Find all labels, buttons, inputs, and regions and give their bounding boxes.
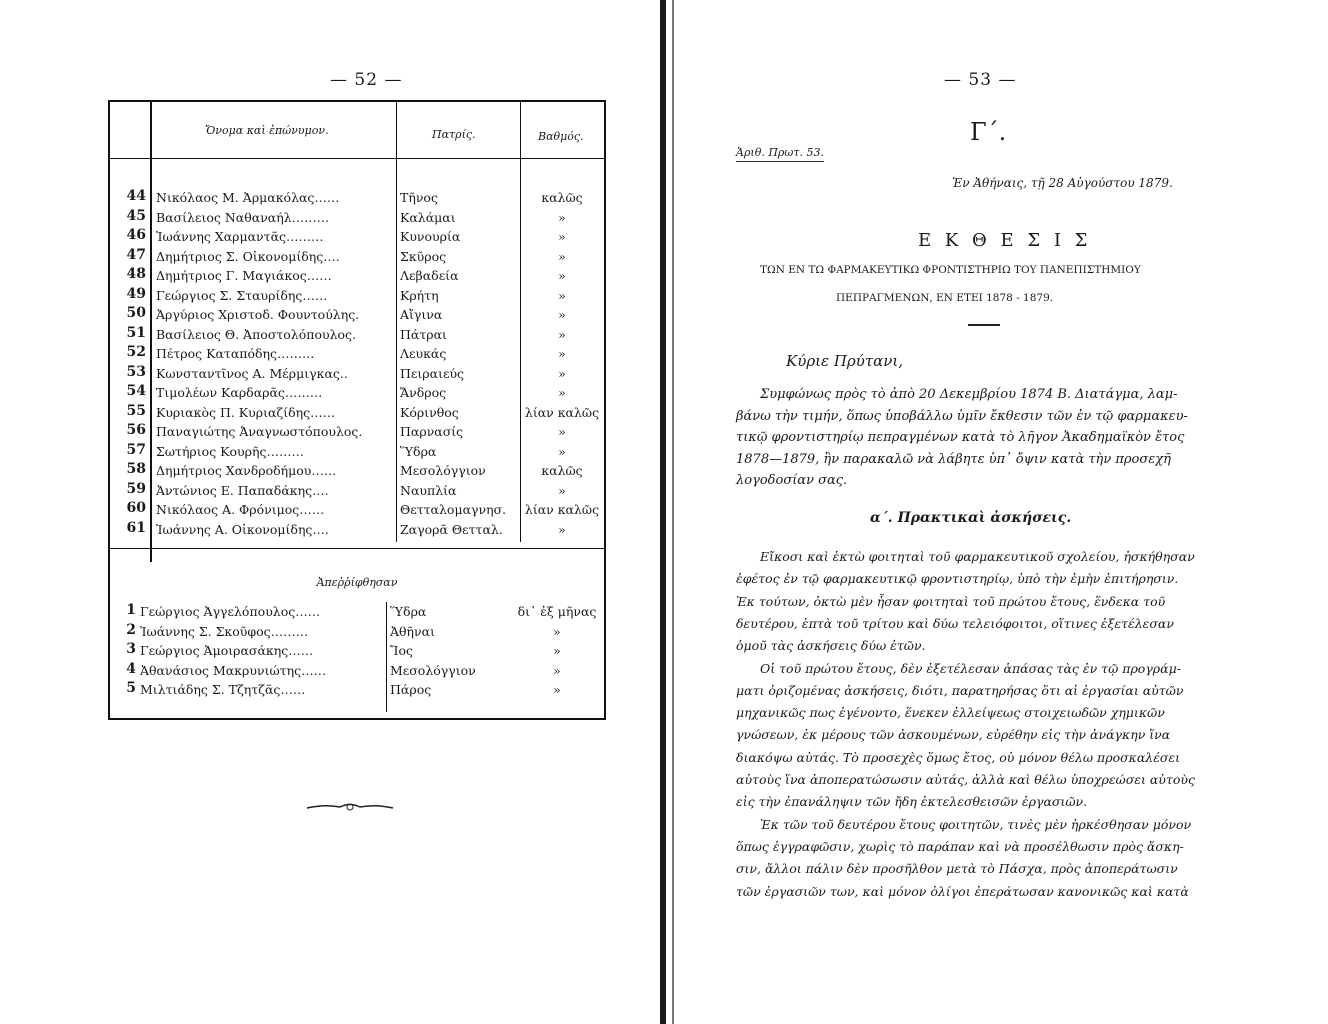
row-homeland: Μεσολόγγιον: [400, 463, 486, 478]
body-line: δευτέρου, ἑπτὰ τοῦ τρίτου καὶ δύω τελειόφοιτοι, οἵτινες ἐξετέλεσαν: [736, 615, 1174, 631]
row-homeland: Αἴγινα: [400, 307, 443, 322]
row-homeland: Λευκάς: [400, 346, 447, 361]
row-name: Δημήτριος Γ. Μαγιάκος……: [156, 268, 332, 283]
table-rejected-rule: [110, 548, 604, 549]
row-name: Τιμολέων Καρδαρᾶς………: [156, 385, 323, 400]
row-homeland: Καλάμαι: [400, 209, 456, 225]
intro-line: λογοδοσίαν σας.: [736, 473, 848, 488]
students-table: [108, 100, 606, 720]
rejected-homeland: Ὕδρα: [390, 604, 427, 619]
row-name: Ἰωάννης Α. Οἰκονομίδης….: [156, 521, 329, 537]
body-line: Εἴκοσι καὶ ἑκτὼ φοιτηταὶ τοῦ φαρμακευτικοῦ σχολείου, ἠσκήθησαν: [760, 549, 1195, 564]
row-number: 60: [126, 500, 146, 516]
section-heading: α´. Πρακτικαὶ ἀσκήσεις.: [870, 510, 1072, 526]
rejected-grade: δι᾽ ἐξ μῆνας: [517, 604, 597, 619]
row-number: 48: [126, 266, 146, 282]
row-homeland: Κόρινθος: [400, 404, 459, 420]
intro-line: Συμφώνως πρὸς τὸ ἀπὸ 20 Δεκεμβρίου 1874 Β. Διατάγμα, λαμ-: [760, 387, 1178, 402]
section-letter: Γ´.: [970, 118, 1007, 146]
row-number: 50: [126, 305, 146, 321]
row-homeland: Σκῦρος: [400, 248, 447, 264]
rejected-name: Ἀθανάσιος Μακρυνιώτης……: [140, 662, 327, 678]
row-grade: »: [558, 482, 566, 498]
row-number: 45: [126, 207, 146, 224]
intro-line: τικῷ φροντιστηρίῳ πεπραγμένων κατὰ τὸ λῆγον Ἀκαδημαϊκὸν ἔτος: [736, 430, 1185, 445]
title-rule: [968, 324, 1000, 326]
row-name: Ἰωάννης Χαρμαντᾶς………: [156, 229, 324, 244]
table-num-column-rule: [150, 102, 152, 562]
row-homeland: Κυνουρία: [400, 229, 461, 244]
row-homeland: Κρήτη: [400, 287, 439, 303]
row-grade: »: [558, 443, 566, 459]
ornament-divider: [305, 800, 395, 814]
row-grade: »: [558, 209, 566, 225]
rejected-homeland: Μεσολόγγιον: [390, 662, 476, 678]
row-number: 57: [126, 441, 146, 458]
page-number-right: — 53 —: [944, 70, 1017, 90]
rejected-grade: »: [553, 662, 561, 678]
row-number: 58: [126, 461, 146, 477]
body-line: διακόψω αὐτάς. Τὸ προσεχὲς ὅμως ἔτος, οὐ μόνον θέλω προσκαλέσει: [736, 749, 1181, 765]
row-name: Βασίλειος Θ. Ἀποστολόπουλος.: [156, 326, 357, 342]
row-name: Δημήτριος Σ. Οἰκονομίδης….: [156, 248, 340, 264]
row-number: 56: [126, 422, 146, 438]
body-line: μηχανικῶς πως ἐγένοντο, ἕνεκεν ἐλλείψεως στοιχειωδῶν χημικῶν: [736, 705, 1165, 721]
row-grade: »: [558, 365, 566, 381]
report-title: Ε Κ Θ Ε Σ Ι Σ: [918, 230, 1092, 251]
row-number: 46: [126, 227, 146, 243]
rejected-number: 4: [126, 660, 136, 677]
row-number: 59: [126, 480, 146, 497]
row-name: Βασίλειος Ναθαναήλ………: [156, 209, 330, 225]
rejected-name: Ἰωάννης Σ. Σκοῦφος………: [140, 623, 309, 639]
row-number: 54: [126, 383, 146, 399]
rejected-number: 1: [126, 602, 136, 618]
row-grade: »: [558, 521, 566, 537]
row-grade: »: [558, 424, 566, 439]
rejected-name-column-rule: [386, 602, 387, 712]
rejected-number: 3: [126, 641, 136, 657]
row-name: Κυριακὸς Π. Κυριαζίδης……: [156, 404, 336, 420]
rejected-name: Γεώργιος Ἀμοιρασάκης……: [140, 643, 314, 658]
row-name: Γεώργιος Σ. Σταυρίδης……: [156, 287, 328, 303]
salutation: Κύριε Πρύτανι,: [786, 352, 904, 370]
row-name: Πέτρος Καταπόδης………: [156, 346, 315, 361]
rejected-grade: »: [553, 682, 561, 697]
binding-gutter: [660, 0, 666, 1024]
body-line: γνώσεων, ἐκ μέρους τῶν ἀσκουμένων, εὑρέθην εἰς τὴν ἀνάγκην ἵνα: [736, 727, 1171, 743]
body-line: ὁμοῦ τὰς ἀσκήσεις δύω ἐτῶν.: [736, 638, 926, 654]
row-number: 61: [126, 519, 146, 536]
row-grade: λίαν καλῶς: [524, 404, 600, 420]
table-name-column-rule: [396, 102, 397, 542]
body-line: αὐτοὺς ἵνα ἀποπερατώσωσιν αὐτάς, ἀλλὰ καὶ θέλω ὑποχρεώσει αὐτοὺς: [736, 772, 1195, 787]
row-grade: λίαν καλῶς: [524, 502, 600, 517]
binding-gutter-edge: [672, 0, 674, 1024]
row-grade: »: [558, 385, 566, 400]
row-number: 49: [126, 285, 146, 302]
row-name: Παναγιώτης Ἀναγνωστόπουλος.: [156, 424, 363, 439]
rejected-homeland: Ἀθῆναι: [390, 623, 435, 639]
rejected-grade: »: [553, 623, 561, 639]
row-grade: »: [558, 268, 566, 283]
body-line: εἰς τὴν ἐπανάληψιν τῶν ἤδη ἐκτελεσθεισῶν ἐργασιῶν.: [736, 794, 1088, 810]
rejected-name: Μιλτιάδης Σ. Τζητζᾶς……: [140, 682, 306, 697]
row-name: Νικόλαος Α. Φρόνιμος……: [156, 502, 325, 517]
rejected-title: Ἀπεῤῥίφθησαν: [316, 576, 398, 589]
rejected-grade: »: [553, 643, 561, 658]
rejected-number: 2: [126, 621, 136, 638]
rejected-homeland: Πάρος: [390, 682, 432, 697]
row-homeland: Ζαγορᾶ Θετταλ.: [400, 521, 503, 537]
body-line: ματι ὁριζομένας ἀσκήσεις, διότι, παρατηρήσας ὅτι αἱ ἐργασίαι αὐτῶν: [736, 682, 1184, 698]
body-line: σιν, ἄλλοι πάλιν δὲν προσῆλθον μετὰ τὸ Πάσχα, πρὸς ἀποπεράτωσιν: [736, 861, 1178, 877]
row-name: Κωνσταντῖνος Α. Μέρμιγκας..: [156, 365, 348, 381]
body-line: ἐφέτος ἐν τῷ φαρμακευτικῷ φροντιστηρίῳ, ὑπὸ τὴν ἐμὴν ἐπιτήρησιν.: [736, 571, 1179, 587]
row-grade: »: [558, 287, 566, 303]
row-homeland: Λεβαδεία: [400, 268, 459, 283]
report-subtitle-2: ΠΕΠΡΑΓΜΕΝΩΝ, ΕΝ ΕΤΕΙ 1878 - 1879.: [836, 292, 1054, 304]
rejected-homeland: Ἴος: [390, 643, 414, 658]
header-grade: Βαθμός.: [538, 130, 584, 143]
row-name: Ἀντώνιος Ε. Παπαδάκης….: [156, 482, 329, 498]
row-grade: καλῶς: [541, 463, 583, 478]
row-name: Δημήτριος Χανδροδήμου……: [156, 463, 337, 478]
row-grade: »: [558, 307, 566, 322]
body-line: τῶν ἐργασιῶν των, καὶ μόνον ὀλίγοι ἐπεράτωσαν κανονικῶς καὶ κατὰ: [736, 883, 1189, 899]
row-number: 44: [126, 188, 146, 204]
header-name: Ὄνομα καὶ ἐπώνυμον.: [205, 124, 329, 137]
row-number: 53: [126, 363, 146, 380]
row-homeland: Πειραιεύς: [400, 365, 465, 381]
page-number-left: — 52 —: [330, 70, 403, 90]
row-name: Σωτήριος Κουρῆς………: [156, 443, 304, 459]
letter-date: Ἐν Ἀθήναις, τῇ 28 Αὐγούστου 1879.: [952, 176, 1173, 190]
row-homeland: Ὕδρα: [400, 443, 437, 459]
intro-line: βάνω τὴν τιμήν, ὅπως ὑποβάλλω ὑμῖν ἔκθεσιν τῶν ἐν τῷ φαρμακευ-: [736, 408, 1188, 424]
row-homeland: Τῆνος: [400, 190, 438, 205]
protocol-number: Ἀριθ. Πρωτ. 53.: [736, 146, 824, 162]
body-line: Οἱ τοῦ πρώτου ἔτους, δὲν ἐξετέλεσαν ἁπάσας τὰς ἐν τῷ προγράμ-: [760, 660, 1181, 676]
row-homeland: Ναυπλία: [400, 482, 457, 498]
row-name: Ἀργύριος Χριστοδ. Φουντούλης.: [156, 307, 360, 322]
row-number: 52: [126, 344, 146, 360]
row-grade: »: [558, 346, 566, 361]
body-line: Ἐκ τῶν τοῦ δευτέρου ἔτους φοιτητῶν, τινὲς μὲν ἠρκέσθησαν μόνον: [760, 816, 1192, 832]
rejected-number: 5: [126, 680, 136, 696]
row-homeland: Ἄνδρος: [400, 385, 447, 400]
row-grade: »: [558, 326, 566, 342]
row-number: 51: [126, 324, 146, 341]
row-number: 55: [126, 402, 146, 419]
row-name: Νικόλαος Μ. Ἀρμακόλας……: [156, 190, 340, 205]
body-line: ὅπως ἐγγραφῶσιν, χωρὶς τὸ παράπαν καὶ νὰ προσέλθωσιν πρὸς ἄσκη-: [736, 838, 1184, 854]
row-grade: »: [558, 248, 566, 264]
row-number: 47: [126, 246, 146, 263]
row-homeland: Παρνασίς: [400, 424, 464, 439]
table-header-rule: [110, 158, 604, 159]
header-homeland: Πατρίς.: [432, 128, 476, 141]
row-homeland: Πάτραι: [400, 326, 447, 342]
row-grade: καλῶς: [541, 190, 583, 205]
report-subtitle-1: ΤΩΝ ΕΝ ΤΩ ΦΑΡΜΑΚΕΥΤΙΚΩ ΦΡΟΝΤΙΣΤΗΡΙΩ ΤΟΥ ΠΑΝΕΠΙΣΤΗΜΙΟΥ: [760, 264, 1141, 276]
intro-line: 1878—1879, ἣν παρακαλῶ νὰ λάβητε ὑπ᾽ ὄψιν κατὰ τὴν προσεχῆ: [736, 451, 1171, 467]
row-grade: »: [558, 229, 566, 244]
body-line: Ἐκ τούτων, ὀκτὼ μὲν ἦσαν φοιτηταὶ τοῦ πρώτου ἔτους, ἕνδεκα τοῦ: [736, 593, 1166, 609]
rejected-name: Γεώργιος Ἀγγελόπουλος……: [140, 604, 321, 619]
row-homeland: Θετταλομαγνησ.: [400, 502, 507, 517]
